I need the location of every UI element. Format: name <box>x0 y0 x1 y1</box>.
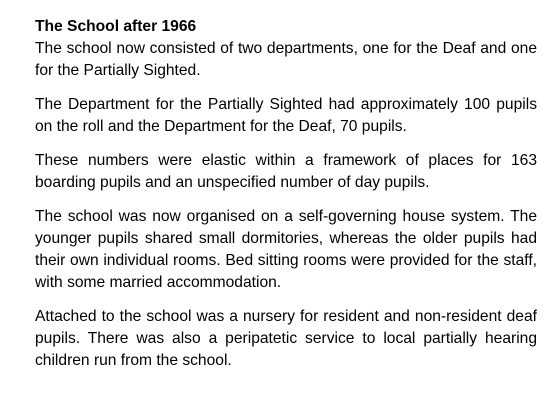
paragraph-departments: The school now consisted of two departments, one for the Deaf and one for the Partially Sighted. <box>35 40 537 79</box>
document-body <box>35 16 537 384</box>
paragraph-nursery-service: Attached to the school was a nursery for resident and non-resident deaf pupils. There was also a peripatetic service to local partially hearing children run from the school. <box>35 308 537 369</box>
paragraph-pupil-numbers: The Department for the Partially Sighted had approximately 100 pupils on the roll and the Department for the Deaf, 70 pupils. <box>35 96 537 135</box>
paragraph-places-framework: These numbers were elastic within a framework of places for 163 boarding pupils and an unspecified number of day pupils. <box>35 152 537 191</box>
section-heading: The School after 1966 <box>35 18 197 35</box>
paragraph-house-system: The school was now organised on a self-governing house system. The younger pupils shared small dormitories, whereas the older pupils had their own individual rooms. Bed sitting rooms were provided for the staff, with some married accommodation. <box>35 208 537 291</box>
